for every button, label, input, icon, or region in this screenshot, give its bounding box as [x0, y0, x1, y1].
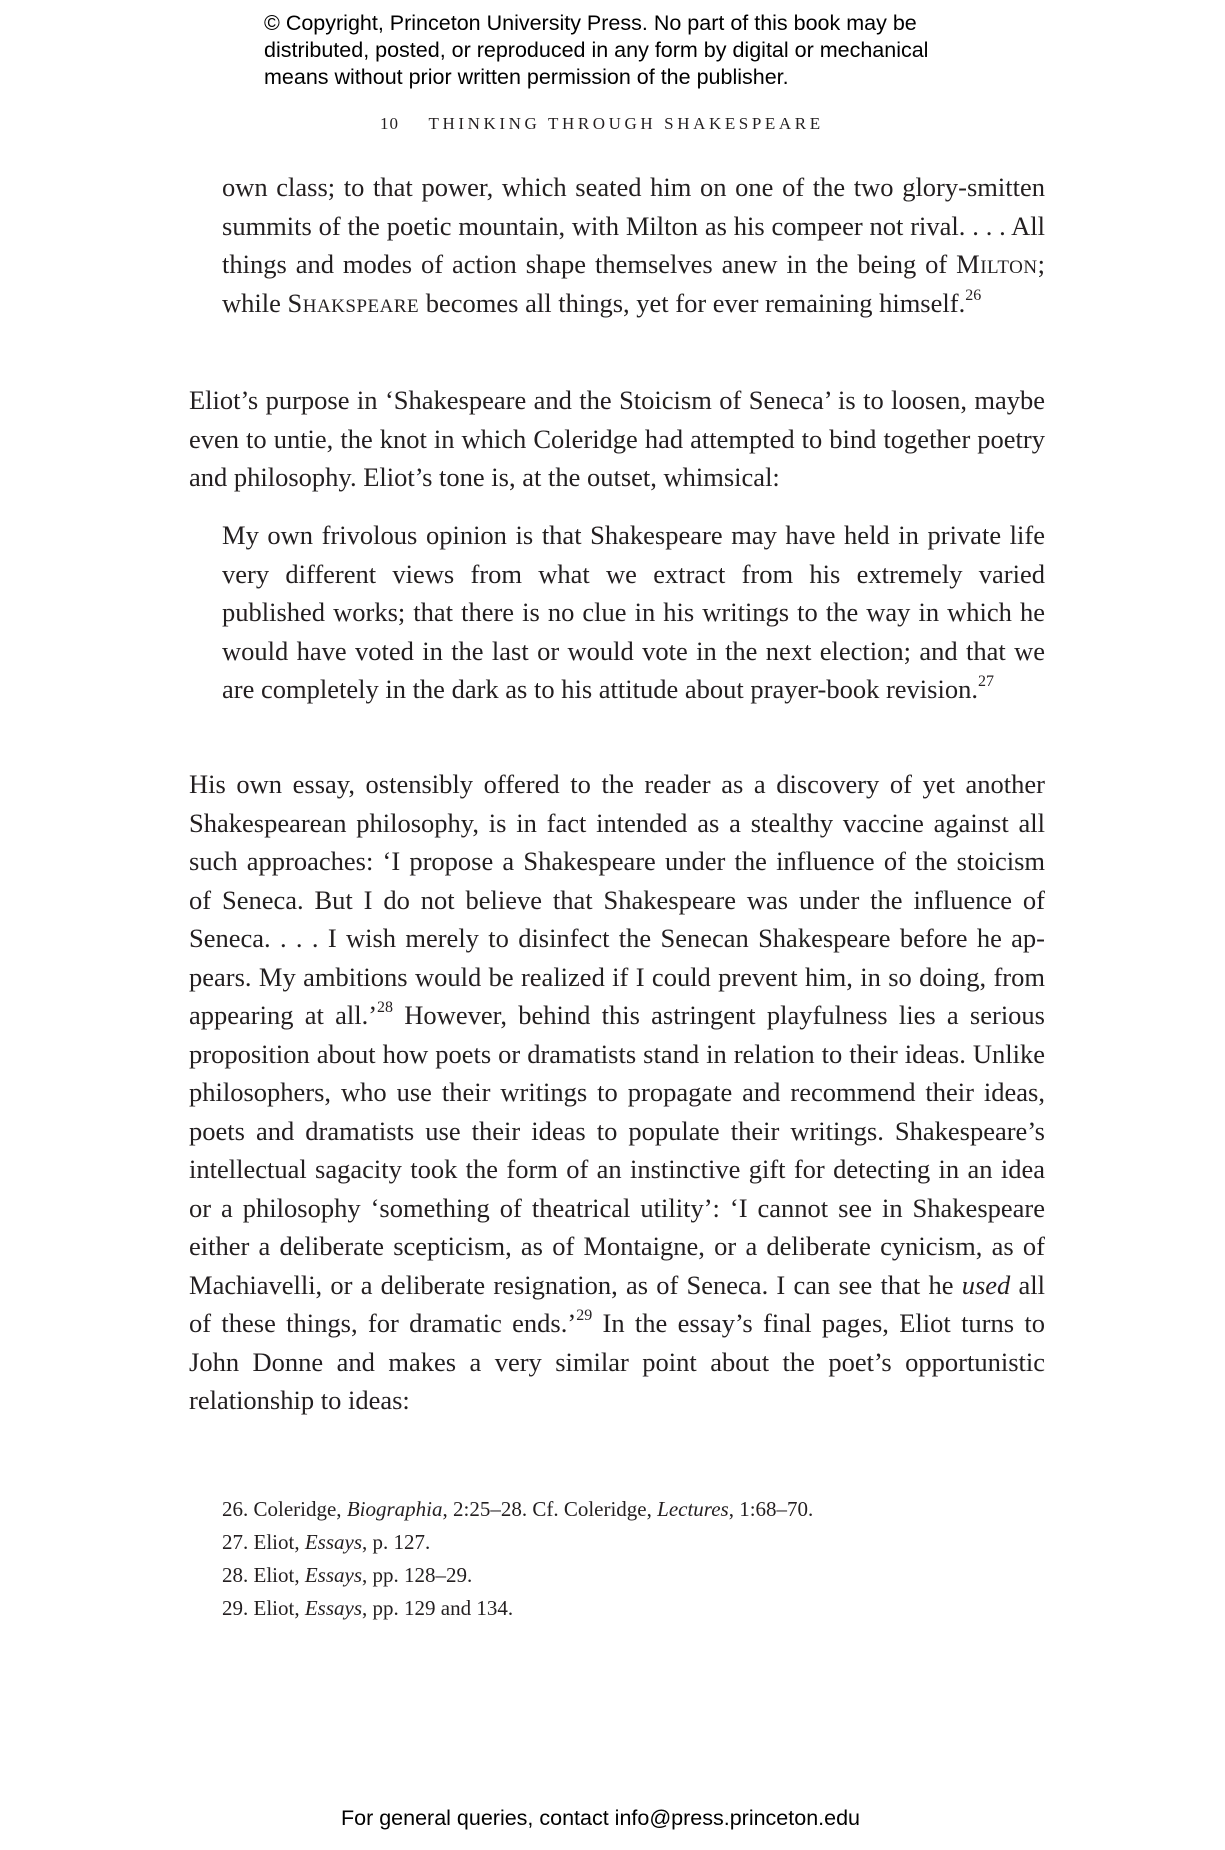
quote-text: ; while [222, 249, 1045, 318]
paragraph-text: Eliot’s purpose in ‘Shakespeare and the Stoicism of Seneca’ is to loosen, maybe even to untie, the knot in which Coleridge had attempted to bind together poetry and philosophy. Eliot’s tone is, at the outset, whimsical: [189, 385, 1045, 492]
footnote-title: Essays [304, 1530, 363, 1554]
footnote [222, 1559, 813, 1592]
footnote-number: 28. [222, 1563, 249, 1587]
footnote-text: , pp. 128–29. [362, 1563, 473, 1587]
paragraph-text [189, 765, 1045, 1420]
footnote-number: 29. [222, 1596, 249, 1620]
paragraph-segment: all of these things, for dramatic ends.’ [189, 1269, 1045, 1338]
footnote-ref[interactable]: 28 [377, 999, 394, 1016]
footnote-number: 26. [222, 1497, 249, 1521]
small-caps-shakspeare: Shakspeare [287, 287, 420, 318]
quote-paragraph [189, 168, 1045, 322]
running-title: THINKING THROUGH SHAKESPEARE [428, 114, 824, 133]
copyright-notice [264, 10, 984, 91]
body-paragraph-1 [189, 381, 1045, 497]
footnote-text: , p. 127. [362, 1530, 431, 1554]
footnote [222, 1493, 813, 1526]
footnote-author: Eliot, [253, 1596, 300, 1620]
small-caps-milton: Milton [956, 249, 1038, 279]
quote-text: becomes all things, yet for ever remaining himself. [419, 287, 966, 318]
footnote-title: Biographia [346, 1497, 443, 1521]
footnote-text: , pp. 129 and 134. [362, 1596, 514, 1620]
paragraph-segment: However, behind this astringent playfulness lies a serious proposition about how poets or dramatists stand in relation to their ideas. Unlike philosophers, who use their writings to propagate and recommend their ideas, poets and dramatists use their ideas to populate their writings. Shakespeare’s intellectual sagacity took the form of an instinctive gift for detecting in an idea or a philosophy ‘something of theatrical utility’: ‘I cannot see in Shakespeare either a deliberate scepticism, as of Montaigne, or a deliberate cynicism, as of Machiavelli, or a deliberate resignation, as of Seneca. I can see that he [189, 1000, 1045, 1300]
quote-text: own class; to that power, which seated him on one of the two glory-smitten summits of the poetic mountain, with Milton as his compeer not rival. . . . All things and modes of action shape themselves anew in the being of [222, 172, 1045, 279]
footnote-author: Eliot, [253, 1530, 300, 1554]
block-quote-coleridge [189, 168, 1045, 322]
footnote-ref[interactable]: 27 [977, 673, 994, 690]
footnote [222, 1592, 813, 1625]
footnote-title: Lectures [657, 1497, 729, 1521]
block-quote-eliot [189, 516, 1045, 709]
paragraph-segment: His own essay, ostensibly offered to the reader as a discovery of yet another Shakespearean philosophy, is in fact intended as a stealthy vaccine against all such approaches: ‘I propose a Shakespeare under the influence of the stoicism of Seneca. But I do not believe that Shakespeare was under the influence of Seneca. . . . I wish merely to disinfect the Senecan Shakespeare before he appears. My ambitions would be realized if I could prevent him, in so doing, from appearing at all.’ [189, 769, 1045, 1030]
copyright-line: © Copyright, Princeton University Press. No part of this book may be [264, 11, 917, 35]
body-paragraph-2 [189, 765, 1045, 1420]
footnote-text: , 2:25–28. Cf. Coleridge, [442, 1497, 658, 1521]
italic-used: used [961, 1269, 1011, 1300]
footnote-title: Essays [304, 1596, 363, 1620]
footnote [222, 1526, 813, 1559]
footnotes [222, 1493, 813, 1625]
contact-footer: For general queries, contact info@press.princeton.edu [341, 1806, 861, 1830]
footnote-ref[interactable]: 26 [965, 286, 982, 304]
footnote-number: 27. [222, 1530, 249, 1554]
paragraph-segment: In the essay’s final pages, Eliot turns to John Donne and makes a very similar point about the poet’s opportunistic relationship to ideas: [189, 1308, 1046, 1415]
footnote-author: Eliot, [253, 1563, 300, 1587]
page-number: 10 [380, 114, 399, 133]
running-head [380, 114, 824, 134]
quote-paragraph [189, 516, 1045, 709]
copyright-line: distributed, posted, or reproduced in any form by digital or mechanical [264, 38, 929, 62]
footnote-text: , 1:68–70. [728, 1497, 814, 1521]
footnote-ref[interactable]: 29 [576, 1307, 593, 1324]
copyright-line: means without prior written permission of the publisher. [264, 65, 789, 89]
footnote-title: Essays [304, 1563, 363, 1587]
quote-text: My own frivolous opinion is that Shakespeare may have held in private life very different views from what we extract from his extremely varied published works; that there is no clue in his writings to the way in which he would have voted in the last or would vote in the next election; and that we are completely in the dark as to his attitude about prayer-book revision. [222, 520, 1045, 704]
footnote-author: Coleridge, [253, 1497, 342, 1521]
